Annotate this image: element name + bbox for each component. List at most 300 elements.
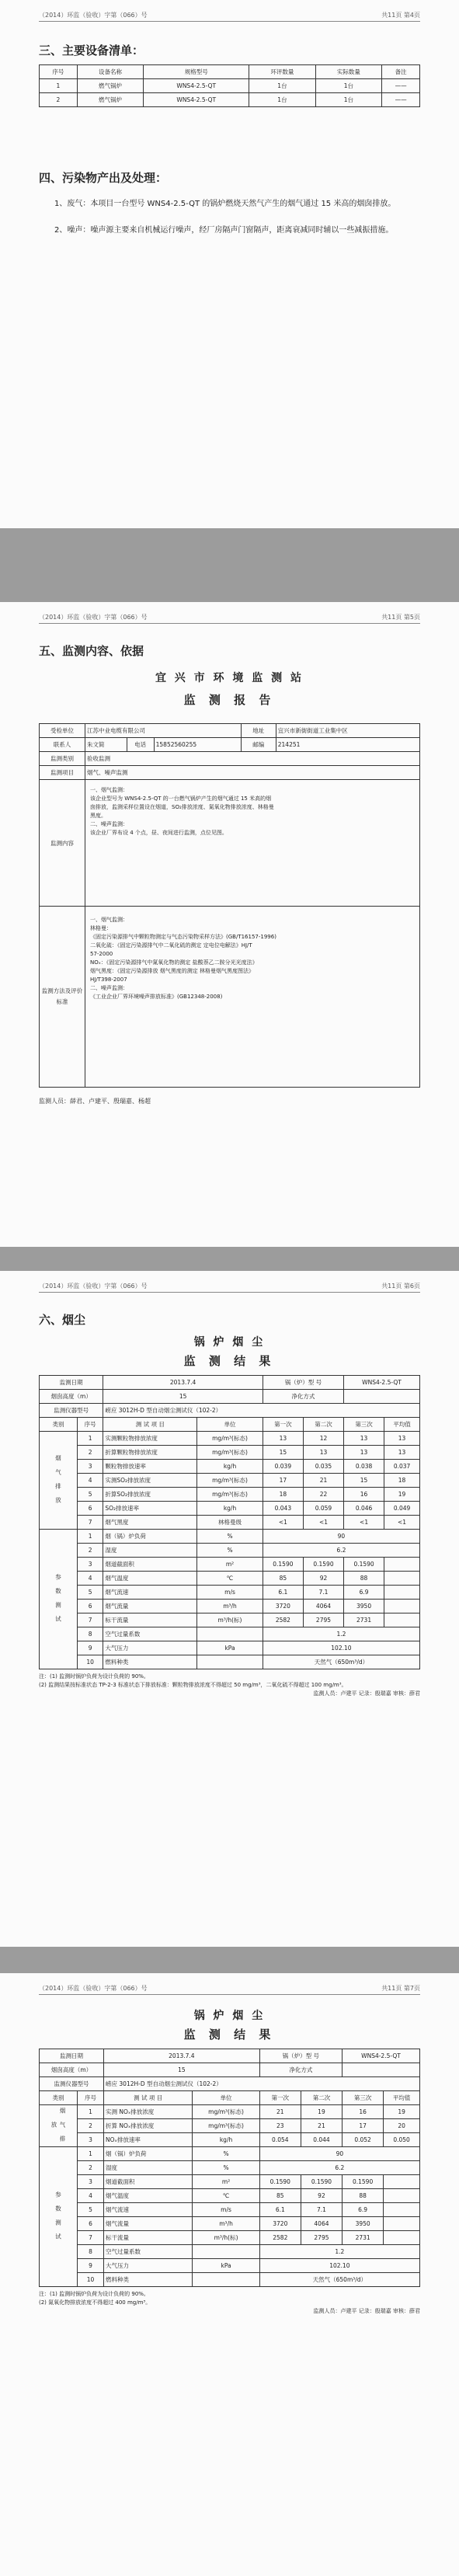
table-cell: 85 xyxy=(263,1572,303,1586)
method-line: 二、噪声监测： xyxy=(90,985,128,991)
table-cell: 10 xyxy=(78,2273,104,2287)
table-cell: 燃料种类 xyxy=(104,2273,193,2287)
column-header: 序号 xyxy=(78,1418,103,1432)
table-cell: kg/h xyxy=(197,1502,263,1516)
phone-label: 电话 xyxy=(127,738,154,752)
table-cell: 0.039 xyxy=(263,1460,303,1474)
result-title: 监 测 结 果 xyxy=(183,1354,276,1368)
table-cell: 3950 xyxy=(344,1600,384,1613)
content-line: 该企业型号为 WNS4-2.5-QT 的一台燃气锅炉产生的烟气通过 15 米高的烟 xyxy=(90,795,272,802)
table-cell: 3720 xyxy=(263,1600,303,1613)
height-label: 烟囱高度（m） xyxy=(40,2063,104,2077)
method-line: 烟气黑度：《固定污染源排放 烟气黑度的测定 林格曼烟气黑度图法》 xyxy=(90,968,254,974)
table-cell: 4 xyxy=(78,1572,103,1586)
table-row xyxy=(40,2259,420,2273)
group-label-params: 参 数 测 试 xyxy=(40,1530,78,1669)
date-label: 监测日期 xyxy=(40,2049,104,2063)
column-header: 序号 xyxy=(40,65,78,79)
table-cell: 折算SO₂排放浓度 xyxy=(103,1488,197,1502)
table-row xyxy=(40,2217,420,2231)
method-cell xyxy=(85,907,420,1088)
table-cell: 0.1590 xyxy=(343,2175,384,2189)
table-cell: m/s xyxy=(197,1586,263,1600)
table-cell: m³/h xyxy=(197,1600,263,1613)
table-cell: 85 xyxy=(259,2189,301,2203)
table-cell: 大气压力 xyxy=(103,1641,197,1655)
type-value: 验收监测 xyxy=(85,752,420,766)
table-cell: 2795 xyxy=(303,1613,343,1627)
table-row xyxy=(40,2175,420,2189)
table-cell: 燃料种类 xyxy=(103,1655,197,1669)
table-cell: 90 xyxy=(259,2147,419,2161)
table-cell: WNS4-2.5-QT xyxy=(144,93,249,107)
table-cell: kPa xyxy=(193,2259,259,2273)
instrument-label: 监测仪器型号 xyxy=(40,1404,103,1418)
table-row xyxy=(40,93,420,107)
instrument-label: 监测仪器型号 xyxy=(40,2077,104,2091)
column-header: 第一次 xyxy=(259,2091,301,2105)
table-cell: 5 xyxy=(78,2203,104,2217)
table-cell: 1台 xyxy=(315,93,381,107)
table-row xyxy=(40,2105,420,2119)
table-cell: 16 xyxy=(343,2105,384,2119)
boiler-title: 锅 炉 烟 尘 xyxy=(193,1336,266,1349)
table-cell: mg/m³(标态) xyxy=(197,1446,263,1460)
table-cell: 2 xyxy=(40,93,78,107)
instrument-value: 崂应 3012H-D 型自动烟尘测试仪（102-2） xyxy=(103,1404,420,1418)
method-line: 《工业企业厂界环境噪声排放标准》(GB12348-2008) xyxy=(90,994,223,1000)
clean-label: 净化方式 xyxy=(259,2063,342,2077)
table-cell: 5 xyxy=(78,1586,103,1600)
table-cell: 林格曼级 xyxy=(197,1516,263,1530)
table-cell: 13 xyxy=(384,1432,420,1446)
method-line: HJ/T398-2007 xyxy=(90,976,127,983)
table-cell: 空气过量系数 xyxy=(104,2245,193,2259)
table-row xyxy=(40,1432,420,1446)
table-cell: ℃ xyxy=(193,2189,259,2203)
equipment-table xyxy=(39,64,420,107)
table-cell: 实测 NOₓ排放浓度 xyxy=(104,2105,193,2119)
table-cell: ℃ xyxy=(197,1572,263,1586)
table-cell xyxy=(193,2273,259,2287)
table-cell: 18 xyxy=(263,1488,303,1502)
column-header: 测 试 项 目 xyxy=(103,1418,197,1432)
method-line: 一、烟气监测： xyxy=(90,917,128,923)
table-cell: 0.054 xyxy=(259,2133,301,2147)
table-cell: 13 xyxy=(344,1446,384,1460)
table-cell xyxy=(384,2189,420,2203)
table-row xyxy=(40,2133,420,2147)
table-cell: 2731 xyxy=(344,1613,384,1627)
content-line: 该企业厂界布设 4 个点，昼、夜间进行监测，点位见图。 xyxy=(90,830,228,836)
column-header: 备注 xyxy=(382,65,420,79)
type-label: 监测类别 xyxy=(40,752,85,766)
table-cell: —— xyxy=(382,79,420,93)
content-label: 监测内容 xyxy=(40,780,85,907)
monitoring-report-table xyxy=(39,723,420,1088)
table-cell: 烟道截面积 xyxy=(104,2175,193,2189)
column-header: 第三次 xyxy=(343,2091,384,2105)
table-cell: 1台 xyxy=(249,93,315,107)
table-cell: m³/h xyxy=(193,2217,259,2231)
column-header: 类别 xyxy=(40,2091,78,2105)
table-cell: 0.1590 xyxy=(263,1558,303,1572)
table-row xyxy=(40,2077,420,2091)
table-cell: 2 xyxy=(78,1544,103,1558)
table-cell: 0.038 xyxy=(344,1460,384,1474)
table-cell: 15 xyxy=(344,1474,384,1488)
table-row xyxy=(40,1600,420,1613)
column-header: 类别 xyxy=(40,1418,78,1432)
table-cell: 0.046 xyxy=(344,1502,384,1516)
content-line: 一、烟气监测： xyxy=(90,787,128,793)
report-title: 监 测 报 告 xyxy=(183,693,276,707)
header-doc-number: （2014）环监（验收）字第（066）号 xyxy=(39,1283,148,1290)
table-row xyxy=(40,2245,420,2259)
table-cell: 6.9 xyxy=(344,1586,384,1600)
table-cell: 0.1590 xyxy=(344,1558,384,1572)
table-cell: 13 xyxy=(263,1432,303,1446)
table-cell: 22 xyxy=(303,1488,343,1502)
boiler-result-table xyxy=(39,2049,420,2287)
table-cell: 标干流量 xyxy=(104,2231,193,2245)
method-line: NOₓ：《固定污染源排气中氮氧化物的测定 盐酸萘乙二胺分光光度法》 xyxy=(90,959,258,966)
table-cell: 1.2 xyxy=(259,2245,419,2259)
table-cell xyxy=(384,1586,420,1600)
table-cell xyxy=(384,1613,420,1627)
table-cell: 0.1590 xyxy=(303,1558,343,1572)
table-row xyxy=(40,1390,420,1404)
unit-label: 受检单位 xyxy=(40,724,85,738)
table-cell: 烟气流量 xyxy=(104,2217,193,2231)
exhaust-paragraph: 1、废气：本项目一台型号 WNS4-2.5-QT 的锅炉燃烧天然气产生的烟气通过 15 米高的烟囱排放。 xyxy=(54,200,396,208)
station-name: 宜 兴 市 环 境 监 测 站 xyxy=(155,672,304,684)
content-cell xyxy=(85,780,420,907)
clean-label: 净化方式 xyxy=(263,1390,343,1404)
table-cell: 实测SO₂排放浓度 xyxy=(103,1474,197,1488)
table-row xyxy=(40,2273,420,2287)
item-label: 监测项目 xyxy=(40,766,85,780)
table-cell: 102.10 xyxy=(263,1641,419,1655)
column-header: 单位 xyxy=(197,1418,263,1432)
table-cell: 7 xyxy=(78,1516,103,1530)
content-line: 囱排放，监测采样位置设在烟道，SO₂排放浓度、氮氧化物排放浓度、林格曼 xyxy=(90,804,274,810)
boiler-title: 锅 炉 烟 尘 xyxy=(193,2010,266,2022)
table-cell: 标干流量 xyxy=(103,1613,197,1627)
table-row xyxy=(40,2049,420,2063)
table-cell: 燃气锅炉 xyxy=(77,79,143,93)
table-cell: 0.059 xyxy=(303,1502,343,1516)
table-cell: 18 xyxy=(384,1474,420,1488)
table-cell: 0.037 xyxy=(384,1460,420,1474)
table-cell: 2795 xyxy=(301,2231,342,2245)
table-header-row xyxy=(40,65,420,79)
table-cell: —— xyxy=(382,93,420,107)
table-cell: 21 xyxy=(303,1474,343,1488)
table-cell: <1 xyxy=(303,1516,343,1530)
table-row xyxy=(40,2231,420,2245)
table-cell: 1 xyxy=(78,1432,103,1446)
report-page-5 xyxy=(0,602,459,1247)
table-cell: 9 xyxy=(78,1641,103,1655)
contact-value: 朱文简 xyxy=(85,738,127,752)
table-row xyxy=(40,1404,420,1418)
table-cell: 8 xyxy=(78,1627,103,1641)
note-1: 注：(1) 监测时锅炉负荷为设计负荷的 90%。 xyxy=(39,2291,149,2297)
table-cell xyxy=(384,1572,420,1586)
table-row xyxy=(40,2119,420,2133)
table-cell: mg/m³(标态) xyxy=(193,2119,259,2133)
table-cell: 13 xyxy=(303,1446,343,1460)
staff-line: 监测人员：薛君、卢建平、殷瑞嘉、杨超 xyxy=(39,1098,151,1105)
clean-value xyxy=(344,1390,420,1404)
table-row xyxy=(40,1655,420,1669)
column-header: 单位 xyxy=(193,2091,259,2105)
table-row xyxy=(40,1572,420,1586)
table-cell: kg/h xyxy=(193,2133,259,2147)
table-cell: 6 xyxy=(78,1600,103,1613)
table-cell: 天然气（650m³/d） xyxy=(263,1655,419,1669)
table-cell: m² xyxy=(193,2175,259,2189)
height-value: 15 xyxy=(103,1390,263,1404)
table-cell: 3 xyxy=(78,1460,103,1474)
model-label: 锅（炉）型 号 xyxy=(263,1376,343,1390)
column-header: 规格型号 xyxy=(144,65,249,79)
table-row xyxy=(40,1544,420,1558)
table-cell xyxy=(193,2245,259,2259)
table-cell: 空气过量系数 xyxy=(103,1627,197,1641)
column-header: 序号 xyxy=(78,2091,104,2105)
table-cell: 7 xyxy=(78,1613,103,1627)
table-cell: 17 xyxy=(263,1474,303,1488)
table-cell: 烟气流量 xyxy=(103,1600,197,1613)
address-label: 地址 xyxy=(241,724,276,738)
header-page-number: 共11页 第5页 xyxy=(381,614,420,621)
table-cell: 6 xyxy=(78,1502,103,1516)
clean-value xyxy=(343,2063,420,2077)
table-cell: 2582 xyxy=(259,2231,301,2245)
table-cell: % xyxy=(197,1544,263,1558)
table-cell: 90 xyxy=(263,1530,419,1544)
table-cell: 实测颗粒物排放浓度 xyxy=(103,1432,197,1446)
table-row xyxy=(40,2189,420,2203)
report-page-7 xyxy=(0,1973,459,2576)
header-page-number: 共11页 第4页 xyxy=(381,12,420,19)
date-value: 2013.7.4 xyxy=(103,1376,263,1390)
table-cell: 12 xyxy=(303,1432,343,1446)
table-row xyxy=(40,2147,420,2161)
report-page-4 xyxy=(0,0,459,528)
height-label: 烟囱高度（m） xyxy=(40,1390,103,1404)
column-header: 第二次 xyxy=(301,2091,342,2105)
note-2: (2) 监测结果按标准状态 TP-2-3 标准状态下排放标准：颗粒物排放浓度不得超过 50 mg/m³，二氧化硫不得超过 100 mg/m³。 xyxy=(39,1682,347,1688)
table-cell: 1 xyxy=(78,2147,104,2161)
table-cell: 4 xyxy=(78,2189,104,2203)
table-row xyxy=(40,2161,420,2175)
table-cell: 0.043 xyxy=(263,1502,303,1516)
table-cell: % xyxy=(197,1530,263,1544)
header-doc-number: （2014）环监（验收）字第（066）号 xyxy=(39,614,148,621)
model-value: WNS4-2.5-QT xyxy=(343,2049,420,2063)
table-row xyxy=(40,1488,420,1502)
content-line: 黑度。 xyxy=(90,813,106,819)
table-cell: 1台 xyxy=(249,79,315,93)
header-page-number: 共11页 第6页 xyxy=(381,1283,420,1290)
method-line: 57-2000 xyxy=(90,951,113,957)
table-cell: 19 xyxy=(384,2105,420,2119)
table-row xyxy=(40,1613,420,1627)
table-cell: 天然气（650m³/d） xyxy=(259,2273,419,2287)
table-row xyxy=(40,1586,420,1600)
monitoring-section-title: 五、监测内容、依据 xyxy=(39,644,144,658)
table-row xyxy=(40,1474,420,1488)
table-row xyxy=(40,1446,420,1460)
table-cell: 3720 xyxy=(259,2217,301,2231)
table-cell: 13 xyxy=(344,1432,384,1446)
date-label: 监测日期 xyxy=(40,1376,103,1390)
table-cell: 2 xyxy=(78,1446,103,1460)
table-cell: kg/h xyxy=(197,1460,263,1474)
boiler-result-table xyxy=(39,1375,420,1669)
header-doc-number: （2014）环监（验收）字第（066）号 xyxy=(39,12,148,19)
table-cell xyxy=(384,1600,420,1613)
content-line: 二、噪声监测： xyxy=(90,821,128,827)
pollution-section-title: 四、污染物产出及处理： xyxy=(39,171,168,185)
table-cell: 燃气锅炉 xyxy=(77,93,143,107)
table-cell: % xyxy=(193,2161,259,2175)
method-label: 监测方法及评价标准 xyxy=(40,907,85,1088)
table-cell xyxy=(384,2231,420,2245)
table-cell: 92 xyxy=(303,1572,343,1586)
zip-label: 邮编 xyxy=(241,738,276,752)
page-header xyxy=(39,1282,420,1293)
method-line: 《固定污染源排气中颗粒物测定与气态污染物采样方法》(GB/T16157-1996) xyxy=(90,934,276,940)
table-row xyxy=(40,1627,420,1641)
table-cell: 21 xyxy=(259,2105,301,2119)
table-row xyxy=(40,2063,420,2077)
note-1: 注：(1) 监测时锅炉负荷为设计负荷的 90%。 xyxy=(39,1673,149,1680)
table-cell: 10 xyxy=(78,1655,103,1669)
table-cell: 折算 NOₓ排放浓度 xyxy=(104,2119,193,2133)
table-cell: 大气压力 xyxy=(104,2259,193,2273)
table-cell: 烟（锅）炉负荷 xyxy=(103,1530,197,1544)
column-header: 第一次 xyxy=(263,1418,303,1432)
column-header: 测 试 项 目 xyxy=(104,2091,193,2105)
item-value: 烟气、噪声监测 xyxy=(85,766,420,780)
table-cell: 2 xyxy=(78,2119,104,2133)
signature-line: 监测人员：卢建平 记录：殷瑞嘉 审核：薛君 xyxy=(313,2308,420,2314)
page-header xyxy=(39,1984,420,1995)
table-cell: 8 xyxy=(78,2245,104,2259)
table-cell: 102.10 xyxy=(259,2259,419,2273)
table-cell: 20 xyxy=(384,2119,420,2133)
group-label-emission: 烟 气 排 放 xyxy=(40,1432,78,1530)
table-cell: 7.1 xyxy=(303,1586,343,1600)
table-row xyxy=(40,1460,420,1474)
header-doc-number: （2014）环监（验收）字第（066）号 xyxy=(39,1985,148,1992)
table-cell: 3 xyxy=(78,1558,103,1572)
contact-label: 联系人 xyxy=(40,738,85,752)
table-row xyxy=(40,1530,420,1544)
table-cell: 1台 xyxy=(315,79,381,93)
table-cell: 3950 xyxy=(343,2217,384,2231)
table-cell: 17 xyxy=(343,2119,384,2133)
table-cell: NOₓ排放速率 xyxy=(104,2133,193,2147)
table-cell: kPa xyxy=(197,1641,263,1655)
table-cell: m² xyxy=(197,1558,263,1572)
table-cell: WNS4-2.5-QT xyxy=(144,79,249,93)
report-page-6 xyxy=(0,1271,459,1947)
table-cell: 烟（锅）炉负荷 xyxy=(104,2147,193,2161)
table-cell: 1 xyxy=(78,2105,104,2119)
method-line: 二氧化硫：《固定污染源排气中二氧化硫的测定 定电位电解法》HJ/T xyxy=(90,942,252,949)
table-cell: <1 xyxy=(344,1516,384,1530)
table-cell: 7 xyxy=(78,2231,104,2245)
table-cell: 烟气流速 xyxy=(103,1586,197,1600)
date-value: 2013.7.4 xyxy=(104,2049,260,2063)
table-cell: 6.2 xyxy=(259,2161,419,2175)
table-cell: 23 xyxy=(259,2119,301,2133)
table-cell: 烟气流速 xyxy=(104,2203,193,2217)
table-header-row xyxy=(40,1418,420,1432)
table-cell: 92 xyxy=(301,2189,342,2203)
table-cell: 3 xyxy=(78,2175,104,2189)
table-cell: 6.9 xyxy=(343,2203,384,2217)
table-cell: 16 xyxy=(344,1488,384,1502)
note-2: (2) 氮氧化物排放浓度不得超过 400 mg/m³。 xyxy=(39,2299,151,2306)
table-cell: 0.035 xyxy=(303,1460,343,1474)
table-cell: <1 xyxy=(263,1516,303,1530)
instrument-value: 崂应 3012H-D 型自动烟尘测试仪（102-2） xyxy=(104,2077,420,2091)
table-cell: 15 xyxy=(263,1446,303,1460)
page-header xyxy=(39,11,420,22)
table-cell: 21 xyxy=(301,2119,342,2133)
table-row xyxy=(40,1502,420,1516)
table-cell: 1 xyxy=(40,79,78,93)
table-cell: 1.2 xyxy=(263,1627,419,1641)
column-header: 平均值 xyxy=(384,2091,420,2105)
height-value: 15 xyxy=(104,2063,260,2077)
table-cell: 0.1590 xyxy=(301,2175,342,2189)
table-cell: 湿度 xyxy=(103,1544,197,1558)
table-cell: <1 xyxy=(384,1516,420,1530)
table-cell: mg/m³(标态) xyxy=(193,2105,259,2119)
phone-value: 15852560255 xyxy=(154,738,241,752)
result-title: 监 测 结 果 xyxy=(183,2028,276,2042)
column-header: 环评数量 xyxy=(249,65,315,79)
table-cell: 0.044 xyxy=(301,2133,342,2147)
table-header-row xyxy=(40,2091,420,2105)
table-cell: 6.1 xyxy=(263,1586,303,1600)
zip-value: 214251 xyxy=(276,738,419,752)
table-cell: 88 xyxy=(344,1572,384,1586)
table-cell: 2 xyxy=(78,2161,104,2175)
column-header: 实际数量 xyxy=(315,65,381,79)
table-cell: 4 xyxy=(78,1474,103,1488)
table-cell xyxy=(384,1558,420,1572)
page-header xyxy=(39,613,420,624)
table-cell: 湿度 xyxy=(104,2161,193,2175)
table-cell: 19 xyxy=(384,1488,420,1502)
table-cell: 7.1 xyxy=(301,2203,342,2217)
table-cell: 烟道截面积 xyxy=(103,1558,197,1572)
table-row xyxy=(40,1376,420,1390)
address-value: 宜兴市新街街道工业集中区 xyxy=(276,724,419,738)
signature-line: 监测人员：卢建平 记录：殷瑞嘉 审核：薛君 xyxy=(313,1690,420,1697)
table-cell: 19 xyxy=(301,2105,342,2119)
table-cell: % xyxy=(193,2147,259,2161)
table-cell: 13 xyxy=(384,1446,420,1460)
